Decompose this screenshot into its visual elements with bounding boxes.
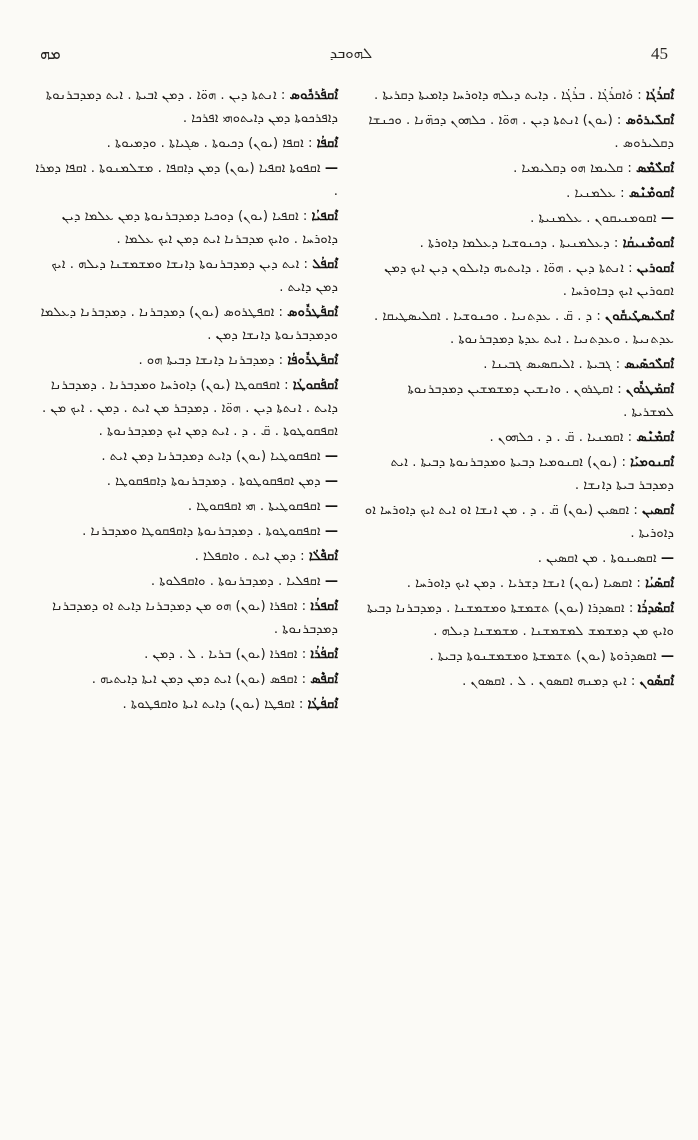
entry-headword: ܐܶܩܦܝܳܐ xyxy=(311,209,338,224)
entry-definition: : ܐܩܦܛܐ (ܝܘܢ) ܕܐܝܬ ܐܝܬܐ ܘܐܩܦܛܘܬܐ . xyxy=(122,697,304,712)
dictionary-entry xyxy=(28,668,338,691)
entry-headword: — xyxy=(324,499,338,514)
entry-headword: ܐܶܩܣܶܕܪܳܐ xyxy=(637,601,674,616)
entry-headword: ܐܶܩܦܪܳܐ xyxy=(310,599,338,614)
left-column xyxy=(28,84,338,1114)
entry-definition: : ܐܝܟ ܕܡܢܗ ܐܩܣܘܢ . ܠ . ܐܩܣܘܢ . xyxy=(462,674,636,689)
entry-headword: ܐܶܩܣܝܢ xyxy=(642,503,674,518)
dictionary-entry xyxy=(364,597,674,643)
running-title: ܠܗܘܒܕ xyxy=(329,44,373,62)
dictionary-entry xyxy=(364,353,674,376)
entry-definition: ܐܩܦܠܝܐ . ܕܡܕܒܪܢܘܬܐ . ܘܐܩܦܠܘܬܐ . xyxy=(150,574,321,589)
entry-definition: : ܐܩܦܩܘܛܐ (ܝܘܢ) ܕܐܘܪܚܐ ܘܡܕܒܪܢܐ . ܕܡܕܒܪܢܐ ܕܐܝܬ . ܐܢܬܬܐ ܕܝܢ . ܗܘ̈ܐ . ܕܡܕܒܪ ܡܢ ܐܝܬ . ܕܡܢ . ܐܝܟ ܡܢ . ܐܩܦܩܘܛܘܬܐ . ܩ̈ . ܕ . ܐܝܬ ܕܡܢ ܐܝܟ ܕܡܕܒܪܢܘܬܐ . xyxy=(42,378,338,439)
entry-definition: ܐܩܦܩܘܛܝܐ (ܝܘܢ) ܕܐܝܬ ܕܡܕܒܪܢܐ ܕܡܢ ܐܝܬ . xyxy=(101,449,321,464)
dictionary-entry xyxy=(364,451,674,497)
dictionary-entry xyxy=(28,132,338,155)
dictionary-entry xyxy=(28,253,338,299)
text-columns xyxy=(28,84,674,1116)
entry-definition: : ܐܩܛܪܘܢ . ܘܐܢܫܝܢ ܕܡܫܡܫܝܢ ܕܡܕܒܪܢܘܬܐ ܠܡܫܪܝܬܐ . xyxy=(407,382,674,420)
entry-definition: : ܕܥܠܡܢܝܬܐ . ܕܟܢܘܫܝܐ ܕܥܠܡܐ ܕܐܘܪܬܐ . xyxy=(419,236,619,251)
dictionary-entry xyxy=(28,595,338,641)
dictionary-entry xyxy=(364,257,674,303)
entry-definition: : ܓܒܝܬܐ . ܐܠܝܩܣܝܣ ܓܒܝܢܐ . xyxy=(483,357,621,372)
entry-definition: : (ܝܘܢ) ܐܢܬܬܐ ܕܝܢ . ܗܘ̈ܐ . ܟܠܗܘܢ ܕܟܗ̈ܢܐ . ܘܟܢܫܐ ܕܩܠܝܪܘܣ . xyxy=(368,113,674,151)
entry-definition: : ܐܩܣܕܪܐ (ܝܘܢ) ܬܫܡܫܬܐ ܘܡܫܡܫܢܐ . ܕܡܕܒܪܢܐ ܕܒܝܬܐ ܘܐܝܟ ܡܢ ܕܡܫܡܫ ܠܡܫܡܫܢܐ . ܡܫܡܫܢܐ ܕܝܠܗ . xyxy=(366,601,674,639)
dictionary-entry xyxy=(28,643,338,666)
entry-headword: ܐܶܩܦܰܩܘܛܳܐ xyxy=(292,378,338,393)
entry-definition: : ܐܩܦܪܐ (ܝܘܢ) ܗܘ ܡܢ ܕܡܕܒܪܢܐ ܕܐܝܬ ܐܘ ܕܡܕܒܪܢܐ ܕܡܕܒܪܢܘܬܐ . xyxy=(52,599,338,637)
entry-definition: : ܐܩܦܛܪܘܣ (ܝܘܢ) ܕܡܕܒܪܢܐ . ܕܡܕܒܪܢܐ ܕܥܠܡܐ ܘܕܡܕܒܪܢܘܬܐ ܕܐܢܫܐ ܕܡܢ . xyxy=(40,305,338,343)
entry-headword: — xyxy=(324,524,338,539)
entry-headword: ܐܶܩܠܶܟܣܺܝܣ xyxy=(624,357,674,372)
dictionary-entry xyxy=(364,547,674,570)
dictionary-entry xyxy=(28,301,338,347)
entry-headword: ܐܶܩܡܰܛܪܽܘܢ xyxy=(625,382,674,397)
dictionary-entry xyxy=(28,205,338,251)
dictionary-entry xyxy=(28,570,338,593)
dictionary-entry xyxy=(364,572,674,595)
entry-definition: : ܐܩܣܝܐ (ܝܘܢ) ܐܢܫܐ ܕܫܪܝܐ . ܕܡܢ ܐܝܟ ܕܐܘܪܚܐ . xyxy=(406,576,641,591)
entry-headword: — xyxy=(324,574,338,589)
entry-headword: ܐܶܩܦܶܠܳܐ xyxy=(308,549,338,564)
entry-headword: ܐܶܩܦܰܛܪܽܘܣ xyxy=(287,305,338,320)
entry-definition: : ܥܠܡܢܝܐ . xyxy=(566,186,625,201)
entry-headword: ܐܶܩܢܘܡܝܰܐ xyxy=(630,455,674,470)
entry-definition: ܐܩܘܡܢܝܩܘܢ . ܥܠܡܢܝܬܐ . xyxy=(530,211,657,226)
entry-headword: ܐܶܩܡܶܢܶܣ xyxy=(636,430,674,445)
dictionary-entry xyxy=(28,520,338,543)
dictionary-entry xyxy=(28,495,338,518)
entry-definition: : ܕ . ܩ̈ . ܥܕܬܢܝܐ . ܘܟܢܘܫܝܐ . ܐܩܠܝܣܛܝܩܐ . ܥܕܬܢܝܬܐ . ܘܥܕܬܢܝܐ . ܐܝܬ ܥܕܬܐ ܕܡܕܒܪܢܘܬܐ . xyxy=(373,309,674,347)
right-column xyxy=(364,84,674,1114)
dictionary-entry xyxy=(364,305,674,351)
dictionary-entry xyxy=(364,207,674,230)
entry-headword: — xyxy=(324,161,338,176)
entry-headword: ܐܶܩܪܳܓܳܐ xyxy=(645,88,674,103)
arabic-page-number: 45 xyxy=(651,44,668,63)
dictionary-entry xyxy=(364,157,674,180)
entry-headword: — xyxy=(660,211,674,226)
entry-headword: ܐܶܩܦܰܛܪܽܘܦܳܐ xyxy=(287,353,338,368)
entry-definition: : ܐܝܬ ܕܝܢ ܕܡܕܒܪܢܘܬܐ ܕܐܢܫܐ ܘܡܫܡܫܢܐ ܕܝܠܗ . ܐܝܟ ܕܡܢ ܕܐܝܬ . xyxy=(51,257,338,295)
dictionary-entry xyxy=(364,182,674,205)
entry-headword: ܐܶܩܘܡܶܢܝܩܳܐ xyxy=(622,236,674,251)
entry-definition: : ܐܩܣܝܢ (ܝܘܢ) ܩ̈ . ܕ . ܡܢ ܐܢܫܐ ܐܘ ܐܝܬ ܐܝܟ ܕܐܘܪܚܐ ܐܘ ܕܐܘܪܝܬܐ . xyxy=(364,503,674,541)
entry-definition: : ܐܩܦܝܐ (ܝܘܢ) ܕܘܟܝܐ ܕܡܕܒܪܢܘܬܐ ܕܡܢ ܥܠܡܐ ܕܝܢ ܕܐܘܪܚܐ . ܘܐܝܟ ܡܕܒܪܢܐ ܐܝܬ ܕܡܢ ܐܝܟ ܥܠܡܐ . xyxy=(61,209,338,247)
dictionary-entry xyxy=(28,470,338,493)
dictionary-entry xyxy=(28,545,338,568)
entry-definition: : ܕܡܕܒܪܢܐ ܕܐܢܫܐ ܕܒܝܬܐ ܗܘ . xyxy=(138,353,284,368)
entry-definition: ܐܩܣܕܪܘܬܐ (ܝܘܢ) ܬܫܡܫܬܐ ܘܡܫܡܫܢܘܬܐ ܕܒܝܬܐ . xyxy=(429,649,657,664)
entry-definition: ܐܩܦܩܘܛܝܬܐ . ܗܝ ܐܩܦܩܘܛܐ . xyxy=(187,499,321,514)
entry-definition: ܐܩܣܝܢܘܬܐ . ܡܢ ܐܩܣܝܢ . xyxy=(537,551,657,566)
entry-definition: : ܐܩܦܪܐ (ܝܘܢ) ܒܪܝܐ . ܠ . ܕܡܢ . xyxy=(144,647,307,662)
entry-definition: : ܐܩܦܣ (ܝܘܢ) ܐܝܬ ܕܡܢ ܕܡܢ ܐܝܬܐ ܕܐܝܬܝܗ . xyxy=(91,672,307,687)
entry-headword: — xyxy=(324,449,338,464)
dictionary-entry xyxy=(364,645,674,668)
entry-headword: ܐܶܩܣܽܘܢ xyxy=(639,674,674,689)
entry-headword: ܐܶܩܘܪܝܢ xyxy=(636,261,674,276)
entry-headword: — xyxy=(324,474,338,489)
dictionary-entry xyxy=(364,670,674,693)
dictionary-entry xyxy=(364,426,674,449)
entry-definition: ܐܩܦܘܬܐ ܐܩܦܝܐ (ܝܘܢ) ܕܡܢ ܕܐܩܦܐ . ܡܫܠܡܢܘܬܐ . ܐܩܦܐ ܕܡܪܐ . xyxy=(35,161,338,199)
entry-headword: ܐܶܩܠܺܝܪܘܺܣ xyxy=(625,113,674,128)
entry-headword: — xyxy=(660,551,674,566)
entry-headword: ܐܶܩܣܺܝܳܐ xyxy=(645,576,674,591)
dictionary-entry xyxy=(28,693,338,716)
syriac-page-number: ܡܗ xyxy=(40,44,61,63)
dictionary-entry xyxy=(28,445,338,468)
entry-definition: : (ܝܘܢ) ܐܩܢܘܡܝܐ ܕܒܝܬܐ ܘܡܕܒܪܢܘܬܐ ܕܒܝܬܐ . ܐܝܬ ܕܡܕܒܪ ܒܝܬܐ ܕܐܢܫܐ . xyxy=(390,455,674,493)
entry-definition: : ܩܠܝܡܐ ܗܘ ܕܩܠܝܡܝܐ . xyxy=(513,161,632,176)
entry-headword: ܐܶܩܠܶܡܶܣ xyxy=(635,161,674,176)
entry-headword: ܐܶܩܦܶܣ xyxy=(310,672,338,687)
dictionary-entry xyxy=(28,157,338,203)
dictionary-entry xyxy=(28,374,338,443)
dictionary-entry xyxy=(364,84,674,107)
page-header xyxy=(32,44,670,72)
entry-definition: : ܐܢܬܬܐ ܕܝܢ . ܗܘ̈ܐ . ܕܡܢ ܐܒܝܬܐ . ܐܝܬ ܕܡܕܒܪܢܘܬܐ ܕܐܦܪܟܘܬܐ ܕܡܢ ܕܐܝܬܘܗܝ ܐܦܪܟܐ . xyxy=(45,88,338,126)
dictionary-entry xyxy=(364,109,674,155)
entry-definition: ܐܩܦܩܘܛܘܬܐ . ܕܡܕܒܪܢܘܬܐ ܕܐܩܦܩܘܛܐ ܘܡܕܒܪܢܐ . xyxy=(82,524,321,539)
dictionary-entry xyxy=(364,499,674,545)
entry-definition: ܕܡܢ ܐܩܦܩܘܛܘܬܐ . ܕܡܕܒܪܢܘܬܐ ܕܐܩܦܩܘܛܐ . xyxy=(106,474,321,489)
entry-definition: : ܐܩܡܢܝܐ . ܩ̈ . ܕ . ܟܠܗܘܢ . xyxy=(489,430,633,445)
entry-definition: : ܕܡܢ ܐܝܬ . ܘܐܩܦܠܐ . xyxy=(194,549,305,564)
dictionary-entry xyxy=(364,232,674,255)
dictionary-entry xyxy=(28,349,338,372)
entry-headword: ܐܶܩܦܳܪܳܐ xyxy=(310,647,338,662)
entry-headword: ܐܶܩܠܰܝܣܛܺܝܩܽܘܢ xyxy=(605,309,674,324)
entry-headword: ܐܶܩܦܳܐ xyxy=(316,136,338,151)
entry-headword: — xyxy=(660,649,674,664)
dictionary-entry xyxy=(364,378,674,424)
entry-definition: : ܐܢܬܬܐ ܕܝܢ . ܗܘ̈ܐ . ܕܐܝܬܝܗ ܕܐܝܠܘܢ ܕܝܢ ܐܝܟ ܕܡܢ ܐܩܘܪܝܢ ܐܝܟ ܕܒܐܘܪܚܐ . xyxy=(384,261,674,299)
entry-headword: ܐܶܩܦܳܠ xyxy=(312,257,338,272)
dictionary-entry xyxy=(28,84,338,130)
entry-definition: : ܐܩܦܐ (ܝܘܢ) ܕܟܝܘܬܐ . ܣܓܝܐܬܐ . ܘܕܡܝܘܬܐ . xyxy=(106,136,313,151)
entry-headword: ܐܶܩܦܳܛܳܐ xyxy=(307,697,338,712)
entry-headword: ܐܶܩܘܡܶܢܶܣ xyxy=(628,186,674,201)
entry-headword: ܐܶܩܦܰܪܟܽܘܣ xyxy=(289,88,338,103)
entry-definition: : ܘܰܐܩܪܳܓܳܐ . ܒܪܳܓܳܐ . ܕܐܝܬ ܕܝܠܗ ܕܐܘܪܚܐ ܕܐܡܝܬܐ ܕܩܪܝܬܐ . xyxy=(373,88,642,103)
